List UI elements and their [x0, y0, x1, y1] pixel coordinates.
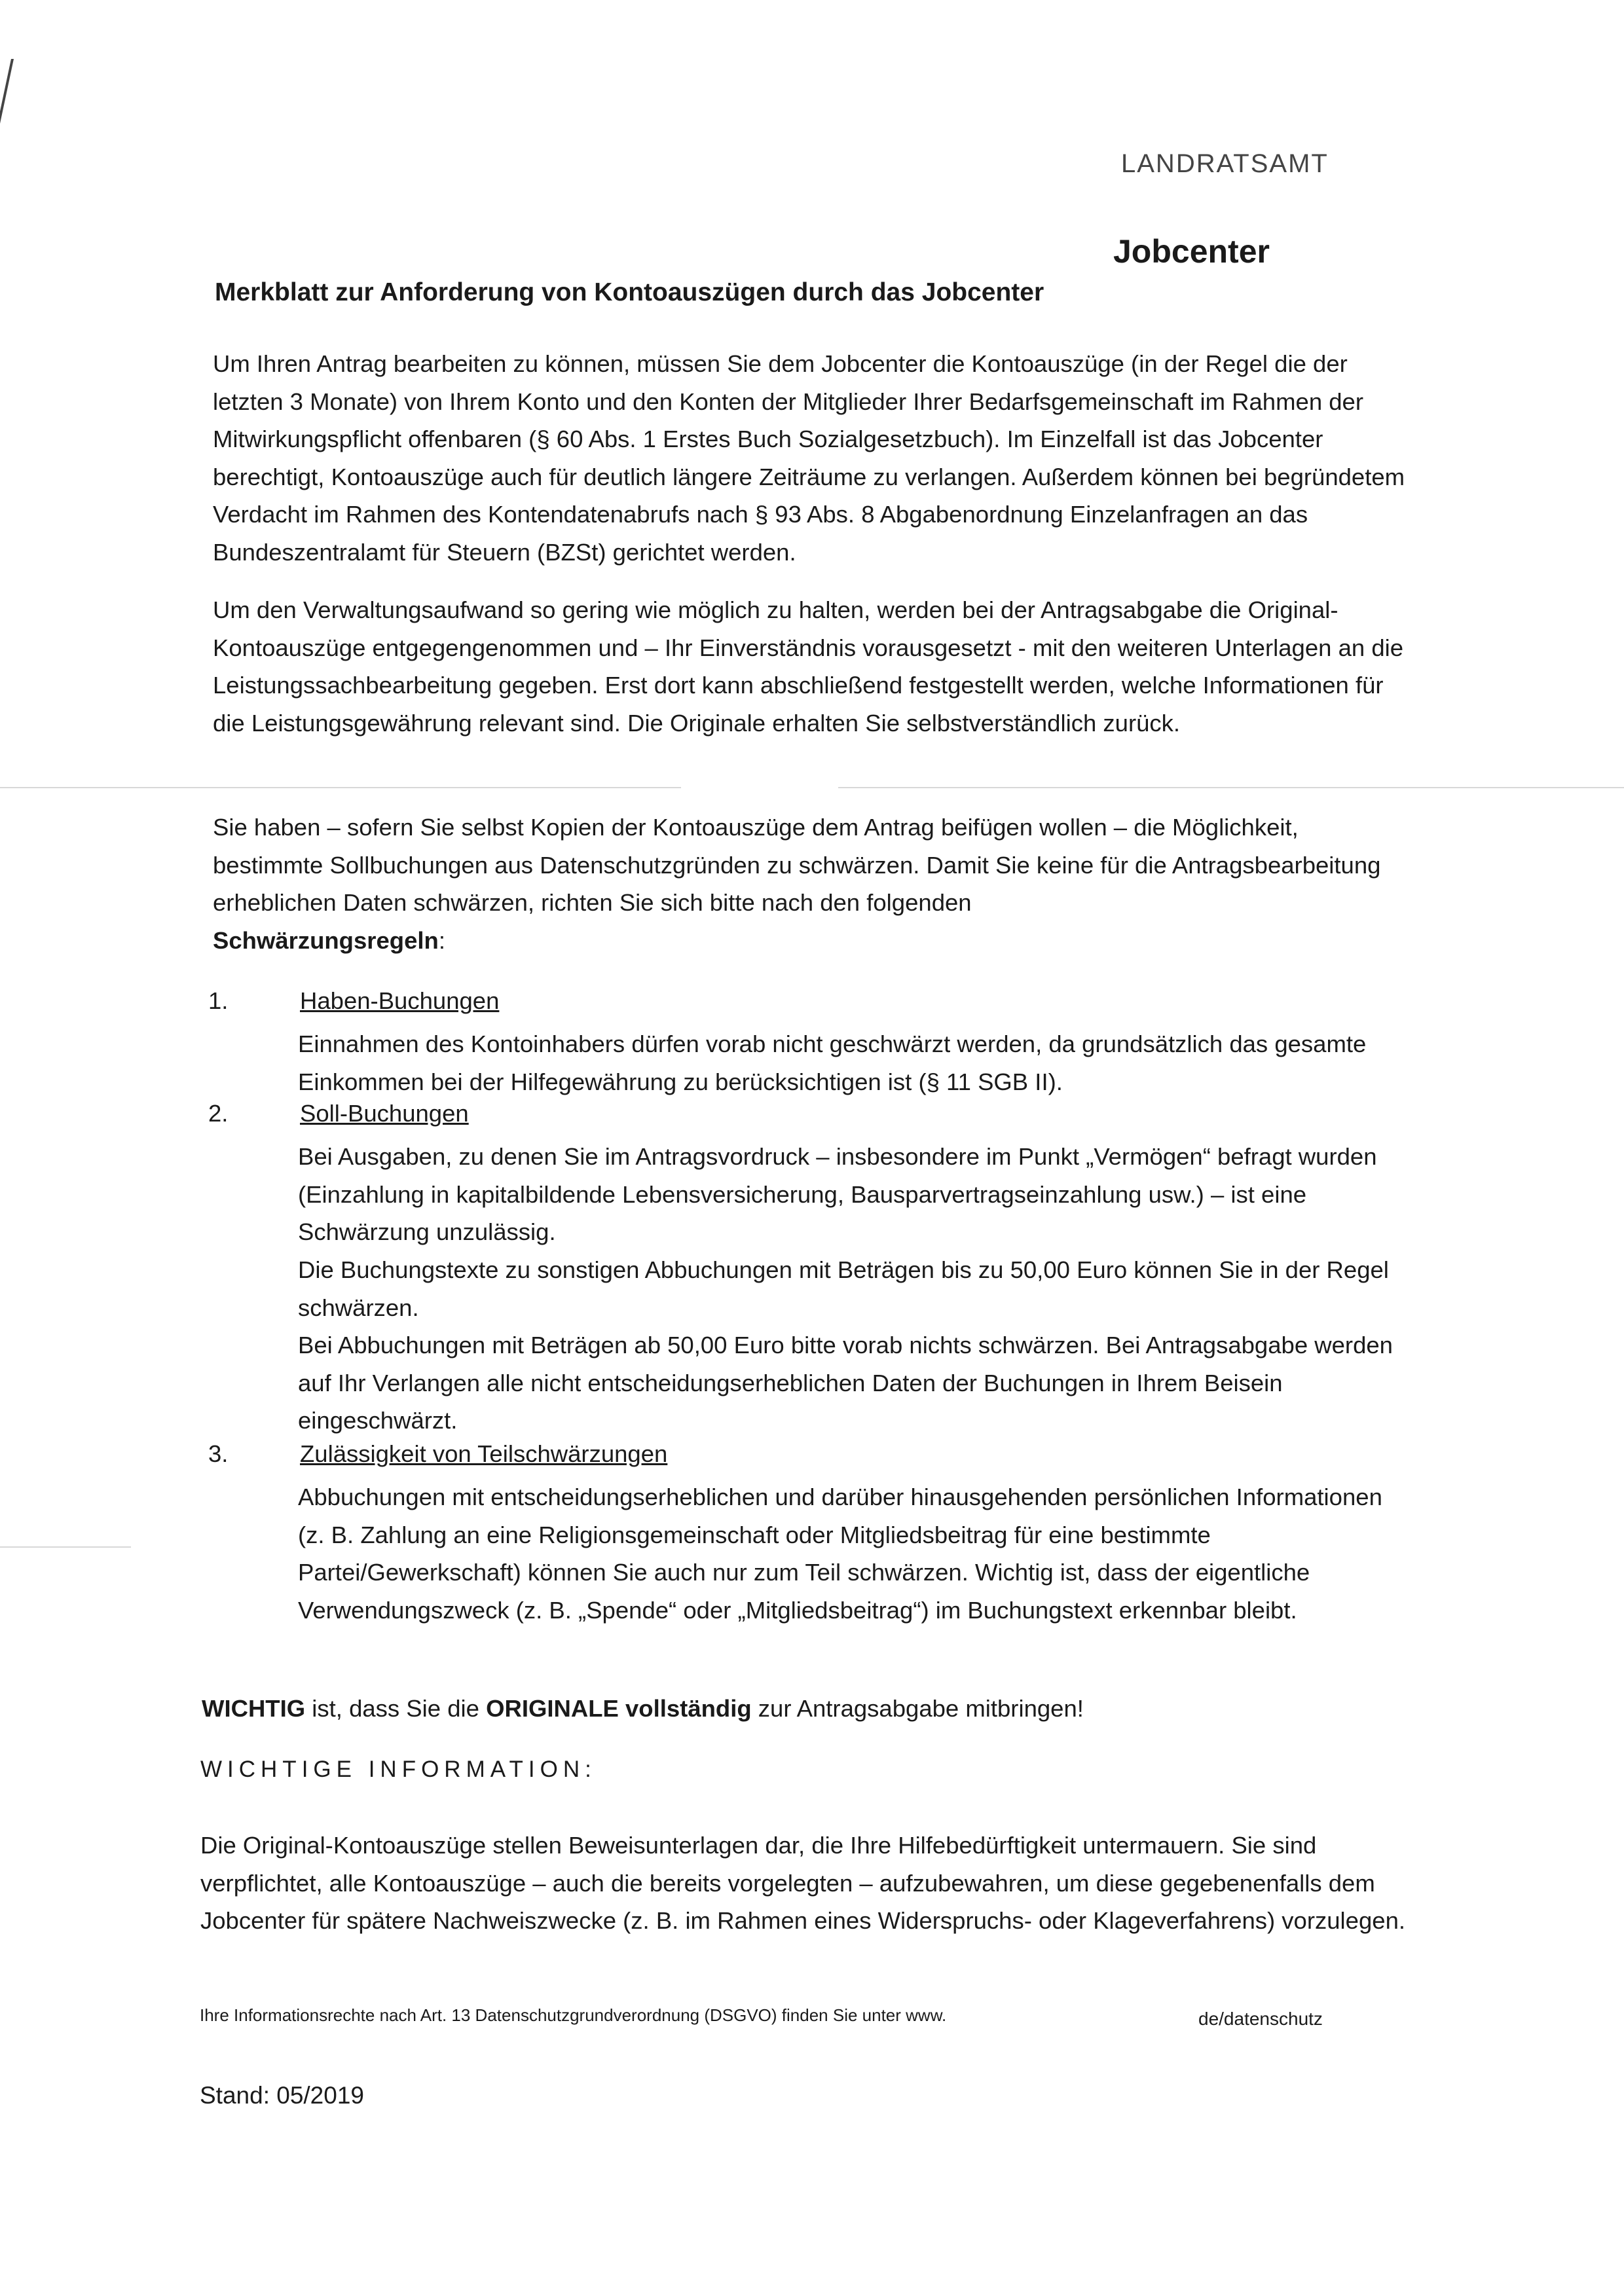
document-title: Merkblatt zur Anforderung von Kontoauszügen durch das Jobcenter	[215, 278, 1044, 306]
important-text-2: zur Antragsabgabe mitbringen!	[751, 1695, 1084, 1722]
rule-text-2: Die Buchungstexte zu sonstigen Abbuchungen mit Beträgen bis zu 50,00 Euro können Sie in der Regel schwärzen.	[298, 1256, 1389, 1321]
department-name: Jobcenter	[1113, 233, 1270, 270]
fold-line	[0, 1546, 131, 1548]
fold-line	[0, 787, 681, 788]
paragraph-3-text: Sie haben – sofern Sie selbst Kopien der Kontoauszüge dem Antrag beifügen wollen – die Möglichkeit, bestimmte Sollbuchungen aus Datenschutzgründen zu schwärzen. Damit Sie keine für die Antragsbearbeitung erheblichen Daten schwärzen, richten Sie sich bitte nach den folgenden	[213, 814, 1381, 916]
important-notice	[202, 1695, 1084, 1722]
rule-number: 2.	[208, 1100, 229, 1127]
rule-text: Bei Ausgaben, zu denen Sie im Antragsvordruck – insbesondere im Punkt „Vermögen“ befragt wurden (Einzahlung in kapitalbildende Lebensversicherung, Bausparvertragseinzahlung usw.) – ist eine Schwärzung unzulässig.	[298, 1143, 1377, 1245]
rule-text-3: Bei Abbuchungen mit Beträgen ab 50,00 Euro bitte vorab nichts schwärzen. Bei Antragsabgabe werden auf Ihr Verlangen alle nicht entscheidungserheblichen Daten der Buchungen in Ihrem Beisein eingeschwärzt.	[298, 1332, 1393, 1434]
important-text-1: ist, dass Sie die	[305, 1695, 487, 1722]
office-name: LANDRATSAMT	[1121, 149, 1329, 178]
privacy-link[interactable]: de/datenschutz	[1198, 2009, 1323, 2029]
rules-heading-colon: :	[438, 926, 445, 954]
rule-number: 3.	[208, 1440, 229, 1467]
paragraph-1: Um Ihren Antrag bearbeiten zu können, müssen Sie dem Jobcenter die Kontoauszüge (in der Regel die der letzten 3 Monate) von Ihrem Konto und den Konten der Mitglieder Ihrer Bedarfsgemeinschaft im Rahmen der Mitwirkungspflicht offenbaren (§ 60 Abs. 1 Erstes Buch Sozialgesetzbuch). Im Einzelfall ist das Jobcenter berechtigt, Kontoauszüge auch für deutlich längere Zeiträume zu verlangen. Außerdem können bei begründetem Verdacht im Rahmen des Kontendatenabrufs nach § 93 Abs. 8 Abgabenordnung Einzelanfragen an das Bundeszentralamt für Steuern (BZSt) gerichtet werden.	[213, 350, 1405, 566]
rule-number: 1.	[208, 987, 229, 1014]
rules-heading: Schwärzungsregeln	[213, 926, 439, 954]
paragraph-2: Um den Verwaltungsaufwand so gering wie möglich zu halten, werden bei der Antragsabgabe die Original-Kontoauszüge entgegengenommen und – Ihr Einverständnis vorausgesetzt - mit den weiteren Unterlagen an die Leistungssachbearbeitung gegeben. Erst dort kann abschließend festgestellt werden, welche Informationen für die Leistungsgewährung relevant sind. Die Originale erhalten Sie selbstverständlich zurück.	[213, 596, 1404, 737]
rule-heading: Haben-Buchungen	[300, 987, 500, 1014]
important-word: WICHTIG	[202, 1695, 306, 1722]
fold-line	[838, 787, 1624, 788]
paragraph-3	[213, 809, 1411, 959]
originals-word: ORIGINALE vollständig	[486, 1695, 752, 1722]
info-heading: WICHTIGE INFORMATION:	[200, 1757, 597, 1782]
scan-edge-mark	[0, 59, 14, 164]
info-paragraph: Die Original-Kontoauszüge stellen Beweisunterlagen dar, die Ihre Hilfebedürftigkeit untermauern. Sie sind verpflichtet, alle Kontoauszüge – auch die bereits vorgelegten – aufzubewahren, um diese gegebenenfalls dem Jobcenter für spätere Nachweiszwecke (z. B. im Rahmen eines Widerspruchs- oder Klageverfahrens) vorzulegen.	[200, 1832, 1406, 1934]
rule-heading: Zulässigkeit von Teilschwärzungen	[300, 1440, 668, 1467]
version-stand: Stand: 05/2019	[200, 2082, 364, 2109]
rule-heading: Soll-Buchungen	[300, 1100, 469, 1127]
rule-text: Abbuchungen mit entscheidungserheblichen und darüber hinausgehenden persönlichen Informationen (z. B. Zahlung an eine Religionsgemeinschaft oder Mitgliedsbeitrag für eine bestimmte Partei/Gewerkschaft) können Sie auch nur zum Teil schwärzen. Wichtig ist, dass der eigentliche Verwendungszweck (z. B. „Spende“ oder „Mitgliedsbeitrag“) im Buchungstext erkennbar bleibt.	[298, 1484, 1382, 1624]
rule-text: Einnahmen des Kontoinhabers dürfen vorab nicht geschwärzt werden, da grundsätzlich das gesamte Einkommen bei der Hilfegewährung zu berücksichtigen ist (§ 11 SGB II).	[298, 1030, 1367, 1095]
privacy-notice: Ihre Informationsrechte nach Art. 13 Datenschutzgrundverordnung (DSGVO) finden Sie unter www.	[200, 2005, 947, 2025]
